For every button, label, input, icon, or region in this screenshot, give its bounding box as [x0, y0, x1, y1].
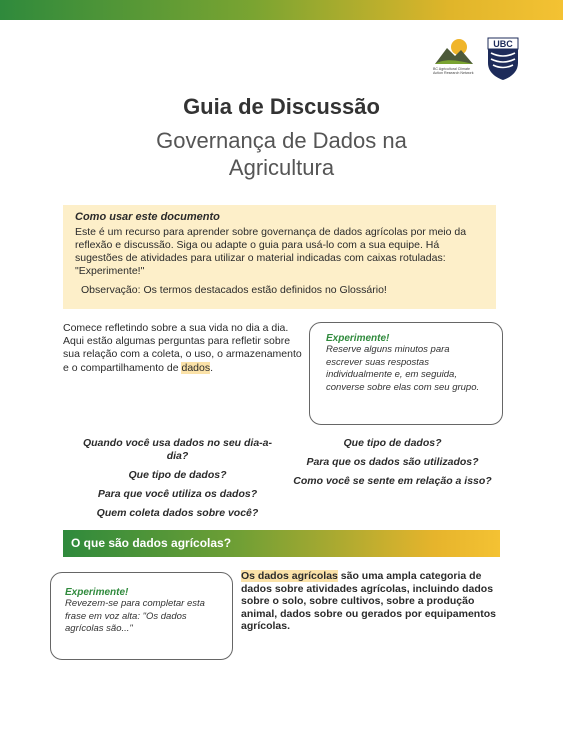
bc-logo-text: BC Agricultural Climate Action Research Network — [433, 67, 474, 76]
experiment-text: Reserve alguns minutos para escrever suas respostas individualmente e, em seguida, converse sobre elas com seu grupo. — [326, 344, 480, 393]
intro-paragraph — [63, 322, 303, 375]
intro-text: Comece refletindo sobre a sua vida no dia a dia. Aqui estão algumas perguntas para refletir sobre sua relação com a coleta, o uso, o armazenamento e o compartilhamento de — [63, 322, 302, 374]
question-item: Que tipo de dados? — [343, 437, 442, 449]
how-to-use-box — [63, 205, 496, 309]
how-to-body: Este é um recurso para aprender sobre governança de dados agrícolas por meio da reflexão e discussão. Siga ou adapte o guia para usá-lo com a sua equipe. Há sugestões de atividades para utilizar o material indicadas com caixas rotuladas: "Experimente!" — [75, 226, 467, 277]
question-item: Como você se sente em relação a isso? — [293, 475, 492, 487]
top-gradient-bar — [0, 0, 563, 20]
highlighted-term-dados: dados — [181, 361, 211, 374]
experiment-text: Revezem-se para completar esta frase em voz alta: "Os dados agrícolas são..." — [65, 598, 205, 634]
question-item: Quem coleta dados sobre você? — [96, 507, 259, 519]
page-title: Guia de Discussão — [183, 94, 380, 119]
highlighted-term-dados-agricolas: Os dados agrícolas — [241, 570, 338, 582]
ubc-logo-text: UBC — [493, 39, 513, 49]
experiment-box-1 — [309, 322, 503, 425]
definition-paragraph — [241, 570, 501, 633]
questions-left — [75, 437, 280, 526]
question-item: Para que você utiliza os dados? — [97, 488, 258, 500]
question-item: Que tipo de dados? — [128, 469, 227, 481]
how-to-heading: Como usar este documento — [75, 211, 220, 223]
page-subtitle — [0, 127, 563, 181]
subtitle-line-1: Governança de Dados na — [156, 128, 407, 153]
ubc-crest-icon — [487, 37, 519, 81]
questions-right — [285, 437, 500, 494]
subtitle-line-2: Agricultura — [228, 155, 335, 180]
question-item: Quando você usa dados no seu dia-a-dia? — [82, 437, 273, 462]
glossary-note: Observação: Os termos destacados estão definidos no Glossário! — [81, 284, 387, 296]
experiment-box-2 — [50, 572, 233, 660]
ubc-logo — [487, 37, 519, 81]
intro-text-end: . — [210, 361, 214, 374]
experiment-label: Experimente! — [65, 587, 129, 598]
bc-agricultural-network-logo — [433, 38, 475, 86]
question-item: Para que os dados são utilizados? — [306, 456, 479, 468]
section-heading-bar: O que são dados agrícolas? — [63, 530, 500, 557]
definition-text: são uma ampla categoria de dados sobre atividades agrícolas, incluindo dados sobre o solo, sobre cultivos, sobre a produção animal, dados sobre ou gerados por equipamentos agrícolas. — [241, 570, 496, 633]
experiment-label: Experimente! — [326, 333, 390, 344]
mountain-sun-icon — [433, 38, 475, 66]
